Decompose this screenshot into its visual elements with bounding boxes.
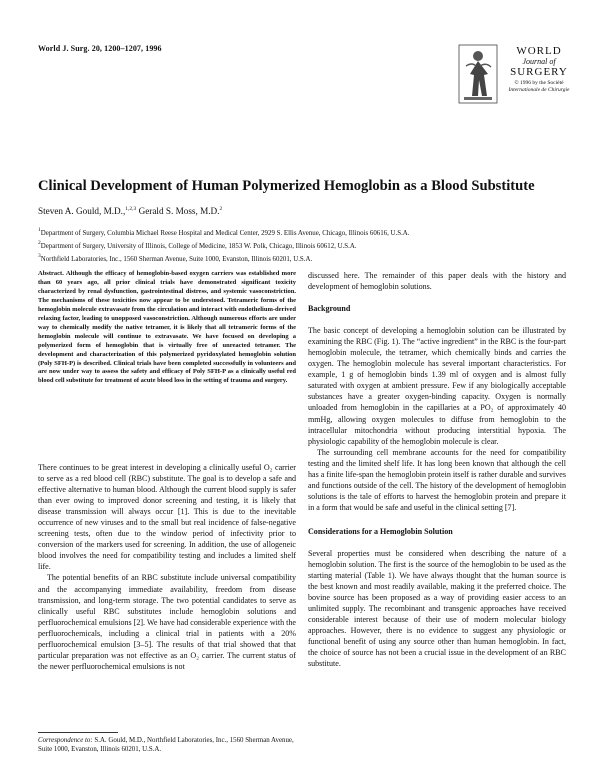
- journal-masthead: [458, 44, 570, 110]
- affiliation: $^1$Department of Surgery, Columbia Michael Reese Hospital and Medical Center, 2929 S. Ellis Avenue, Chicago, Illinois 60616, U.S.A.: [38, 227, 410, 237]
- journal-society: Internationale de Chirurgie: [508, 86, 570, 93]
- correspondence-label: Correspondence to:: [38, 737, 93, 744]
- correspondence-text: S.A. Gould, M.D., Northfield Laboratories, Inc., 1560 Sherman Avenue, Suite 1000, Evanston, Illinois 60201, U.S.A.: [38, 737, 294, 754]
- author-name: Steven A. Gould, M.D.,: [38, 206, 126, 216]
- section-heading: Background: [308, 304, 351, 314]
- author-name: Gerald S. Moss, M.D.: [138, 206, 220, 216]
- author-affil-marker: 1,2,3: [125, 206, 137, 212]
- journal-copyright: © 1996 by the Société: [514, 80, 564, 86]
- journal-name-block: [504, 46, 574, 93]
- journal-surgery: SURGERY: [510, 66, 568, 78]
- footnote-divider: [38, 732, 118, 733]
- affiliation: $^2$Department of Surgery, University of Illinois, College of Medicine, 1853 W. Polk, Chicago, Illinois 60612, U.S.A.: [38, 239, 357, 250]
- article-title: Clinical Development of Human Polymerized Hemoglobin as a Blood Substitute: [38, 178, 535, 194]
- affiliations: [38, 226, 578, 265]
- author-affil-marker: 2: [219, 206, 223, 212]
- paragraph: The surrounding cell membrane accounts for the need for compatibility testing and the limited shelf life. It has long been known that although the cell has a finite life-span the hemoglobin protein itself is rather durable and survives and functions outside of the cell. The history of the development of hemoglobin solutions is the tale of efforts to harvest the hemoglobin protein and prepare it in a form that would be safe and useful in the clinical setting [7].: [308, 447, 566, 512]
- affiliation: $^3$Northfield Laboratories, Inc., 1560 Sherman Avenue, Suite 1000, Evanston, Illinois 60201, U.S.A.: [38, 252, 313, 263]
- right-column-body: [308, 270, 566, 670]
- paragraph: Several properties must be considered when describing the nature of a hemoglobin solution. The first is the source of the hemoglobin to be used as the starting material (Table 1). We have always thought that the human source is the best known and most readily available, making it the preferred choice. The bovine source has been proposed as a way of providing easier access to an unlimited supply. The recombinant and transgenic approaches have received considerable interest because of their use of modern molecular biology approaches. However, there is no evidence to suggest any physiologic or functional benefit of using any source other than human hemoglobin. In fact, the choice of source has not been a crucial issue in the development of an RBC substitute.: [308, 548, 566, 669]
- paragraph: discussed here. The remainder of this paper deals with the history and development of hemoglobin solutions.: [308, 271, 566, 292]
- abstract: [38, 270, 296, 386]
- journal-logo-icon: [458, 44, 498, 104]
- abstract-text: Although the efficacy of hemoglobin-based oxygen carriers was established more than 60 years ago, all prior clinical trials have demonstrated significant toxicity characterized by renal dysfunction, gastrointestinal distress, and systemic vasoconstriction. The mechanisms of these toxicities now appear to be understood. Tetrameric forms of the hemoglobin molecule extravasate from the circulation and interact with endothelium-derived relaxing factor, leading to unopposed vasoconstriction. Although numerous efforts are under way to chemically modify the native tetramer, it is likely that all tetrameric forms of the hemoglobin molecule will continue to extravasate. We have focused on developing a polymerized form of hemoglobin that is virtually free of unreacted tetramer. The development and characterization of this polymerized pyridoxylated hemoglobin solution (Poly SFH-P) is described. Clinical trials have been completed successfully in volunteers and are now under way to assess the safety and efficacy of Poly SFH-P as a clinically useful red blood cell substitute for treatment of acute blood loss in the setting of trauma and surgery.: [38, 270, 296, 385]
- journal-world: WORLD: [516, 45, 562, 57]
- section-heading: Considerations for a Hemoglobin Solution: [308, 526, 453, 536]
- journal-citation: World J. Surg. 20, 1200–1207, 1996: [38, 44, 162, 53]
- correspondence-footnote: [38, 736, 298, 755]
- journal-journal-of: Journal of: [522, 57, 556, 66]
- author-line: [38, 206, 222, 216]
- paragraph: The potential benefits of an RBC substitute include universal compatibility and the accompanying immediate availability, freedom from disease transmission, and long-term storage. The two potential candidates to serve as clinically useful RBC substitutes include hemoglobin solutions and perfluorochemical emulsions [2]. We have had considerable experience with the perfluorochemicals, including a clinical trial in patients with a 20% perfluorochemical emulsion [3–5]. The results of that trial showed that that particular preparation was not effective as an O₂ carrier. The current status of the newer perfluorochemical emulsions is not: [38, 573, 296, 671]
- paragraph: There continues to be great interest in developing a clinically useful O₂ carrier to serve as a red blood cell (RBC) substitute. The goal is to develop a safe and effective alternative to human blood. Although the current blood supply is safer than ever owing to improved donor screening and testing, it is likely that disease transmission will always occur [1]. This is due to the inevitable occurrence of new viruses and to the small but real incidence of false-negative screening tests, often due to the window period of infectivity prior to conversion of the markers used for screening. In addition, the use of allogeneic blood involves the need for compatibility testing and includes a limited shelf life.: [38, 463, 296, 572]
- left-column-body: [38, 462, 296, 672]
- abstract-label: Abstract.: [38, 270, 64, 277]
- paragraph: The basic concept of developing a hemoglobin solution can be illustrated by examining the RBC (Fig. 1). The “active ingredient” in the RBC is the four-part hemoglobin molecule, the tetramer, which chemically binds and carries the oxygen. The hemoglobin molecule has several important characteristics. For example, 1 g of hemoglobin binds 1.39 ml of oxygen and is almost fully saturated with oxygen at ambient pressure. Few if any biologically acceptable substances have a greater oxygen-binding capacity. Oxygen is normally unloaded from hemoglobin in the capillaries at a PO₂ of approximately 40 mmHg, allowing oxygen molecules to diffuse from hemoglobin to the intracellular mitochondria without producing interstitial hypoxia. The physiologic capability of the hemoglobin molecule is clear.: [308, 326, 566, 446]
